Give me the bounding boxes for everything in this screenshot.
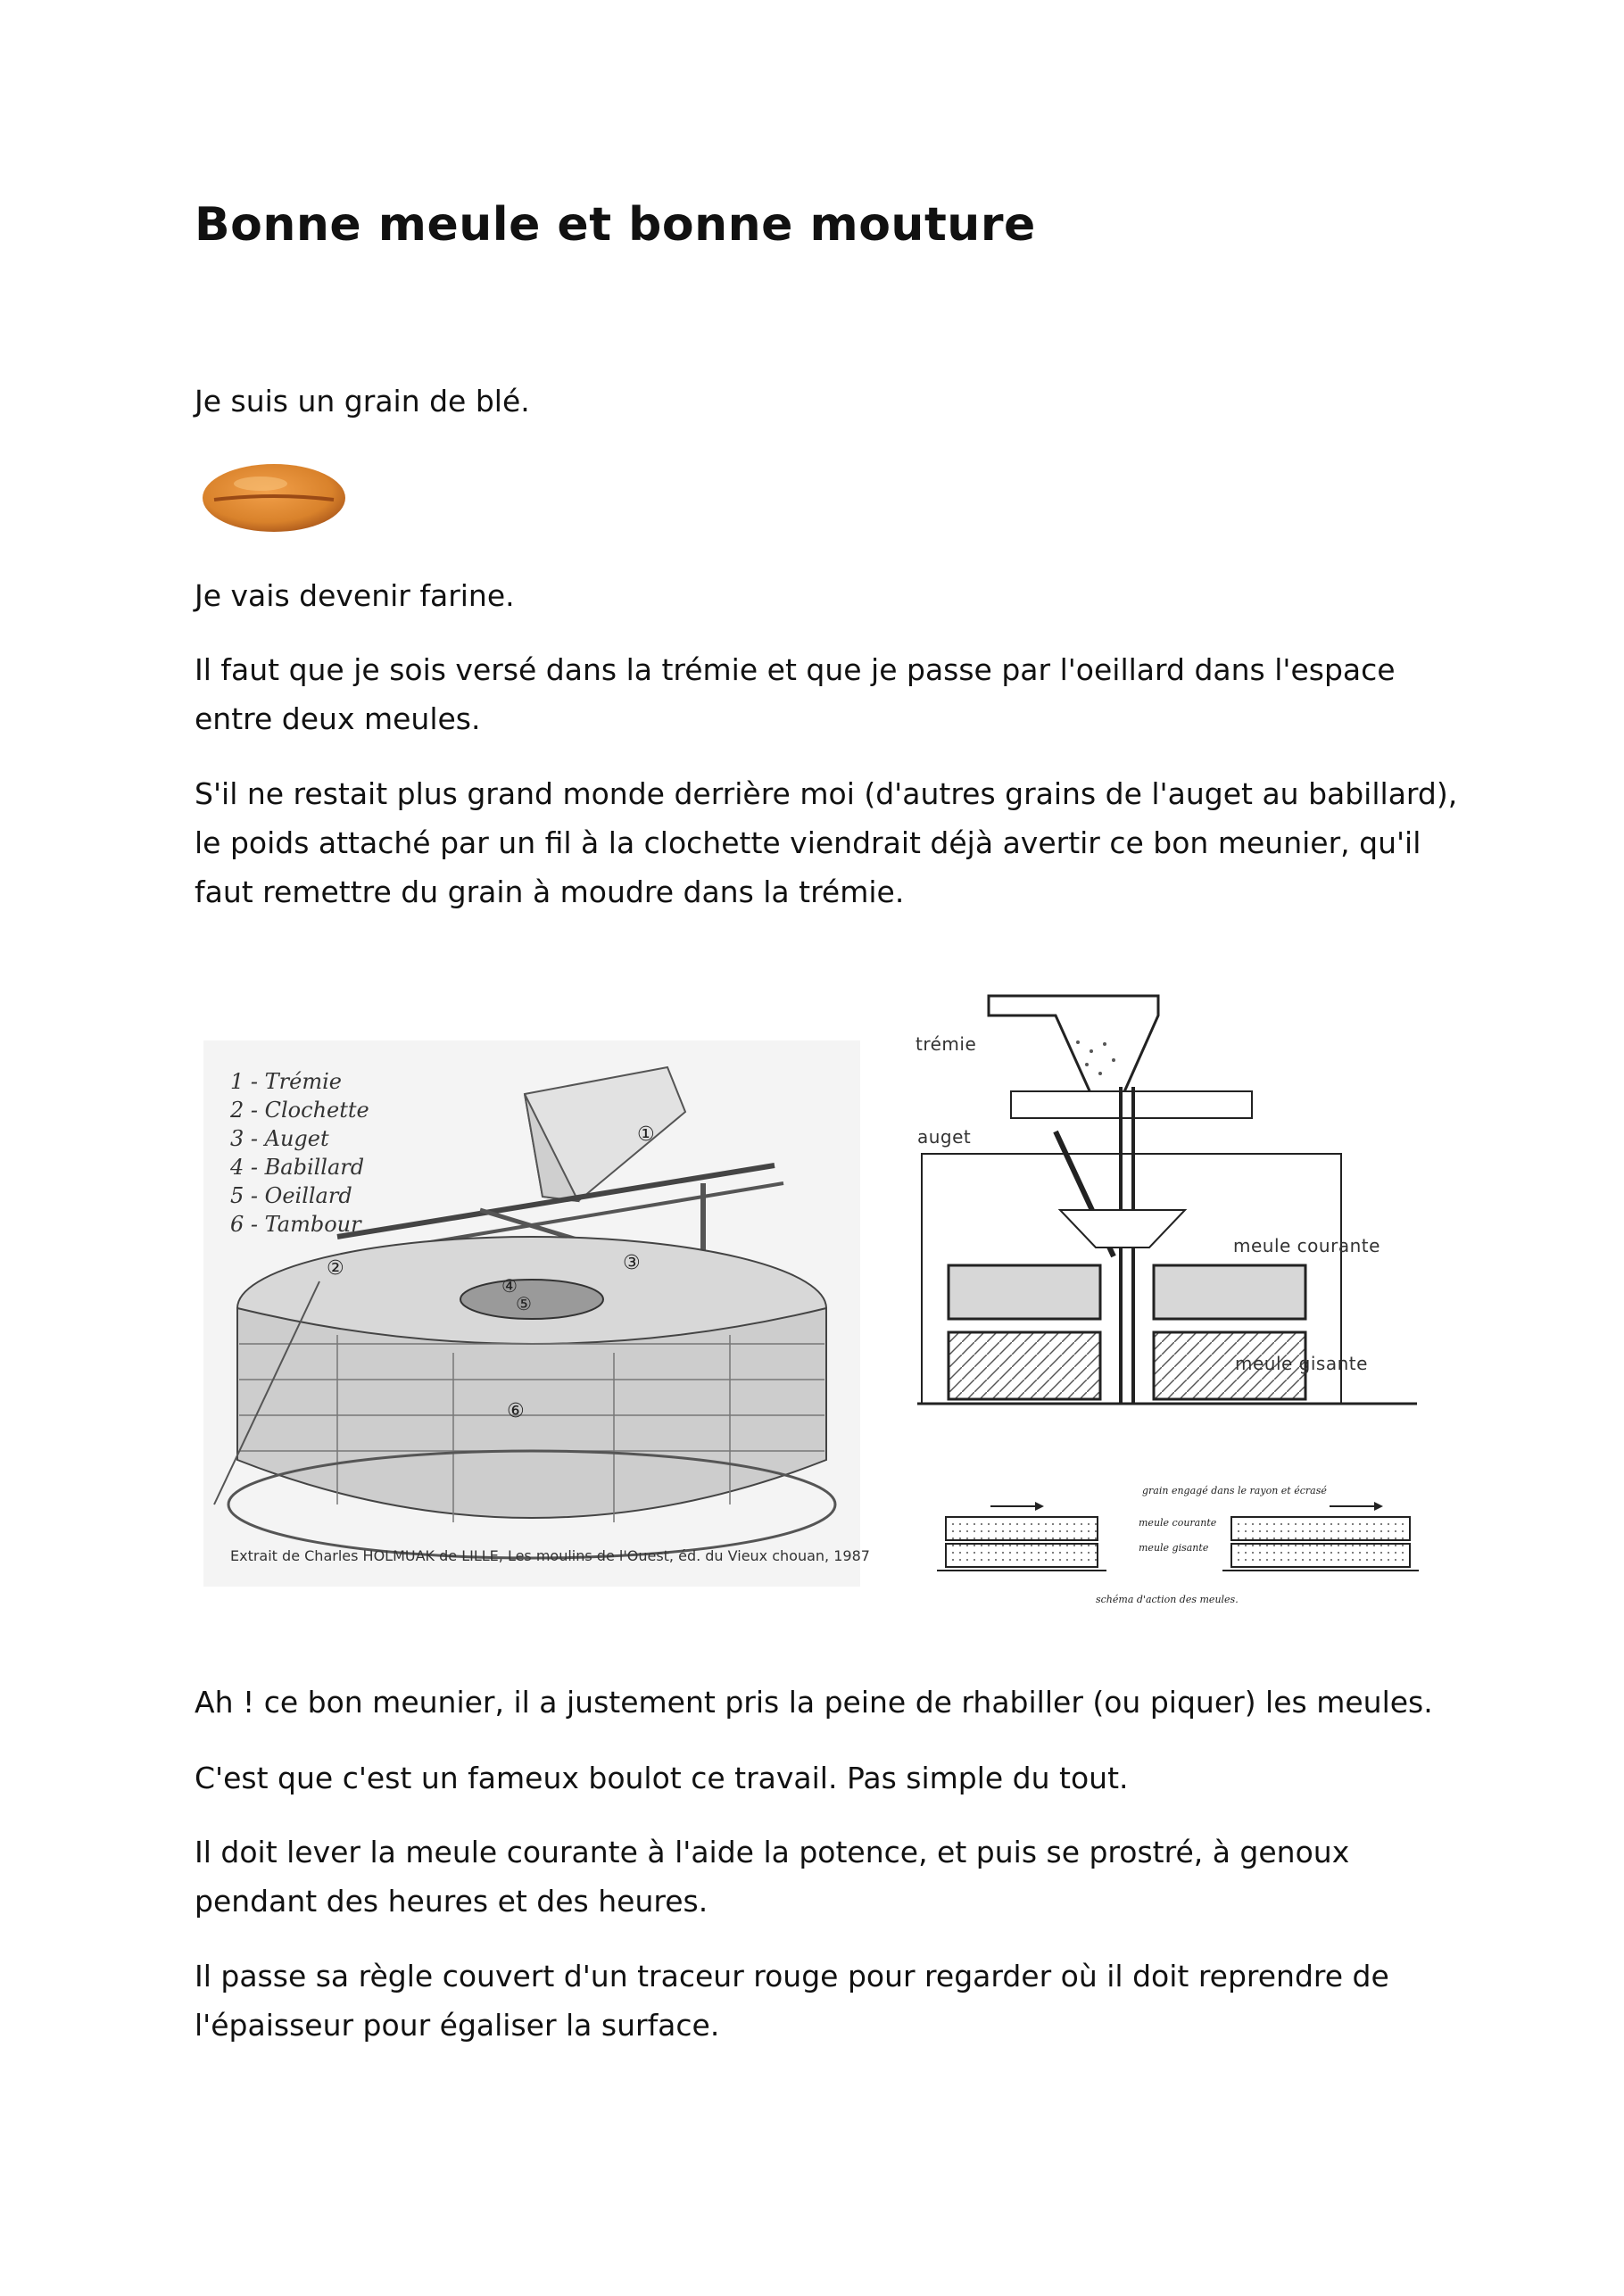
mill-caption: Extrait de Charles HOLMUAK de LILLE, Les moulins de l'Ouest, éd. du Vieux chouan, 1987 — [230, 1547, 870, 1564]
label-action-courante: meule courante — [1139, 1517, 1217, 1529]
page-title: Bonne meule et bonne mouture — [195, 198, 1036, 252]
action-caption: schéma d'action des meules. — [1096, 1594, 1239, 1605]
paragraph-grain: Je suis un grain de blé. — [195, 384, 530, 419]
marker-3: ③ — [623, 1252, 641, 1274]
legend-item: 2 - Clochette — [230, 1098, 369, 1123]
legend-item: 4 - Babillard — [230, 1155, 365, 1180]
legend-item: 3 - Auget — [230, 1126, 329, 1151]
marker-5: ⑤ — [516, 1293, 532, 1314]
label-tremie: trémie — [916, 1033, 977, 1055]
paragraph-rhabiller: Ah ! ce bon meunier, il a justement pris la peine de rhabiller (ou piquer) les meules. — [195, 1685, 1433, 1720]
legend-item: 5 - Oeillard — [230, 1183, 352, 1208]
marker-1: ① — [637, 1123, 655, 1146]
marker-6: ⑥ — [507, 1400, 525, 1422]
marker-2: ② — [327, 1257, 344, 1280]
marker-4: ④ — [501, 1275, 518, 1297]
label-auget: auget — [917, 1126, 972, 1148]
label-action-gisante: meule gisante — [1139, 1542, 1209, 1554]
wheat-grain-image — [198, 457, 350, 539]
label-meule-gisante: meule gisante — [1235, 1353, 1368, 1374]
paragraph-farine: Je vais devenir farine. — [195, 578, 515, 613]
paragraph-meunier: S'il ne restait plus grand monde derrière moi (d'autres grains de l'auget au babillard), le poids attaché par un fil à la clochette viendrait déjà avertir ce bon meunier, qu'il faut remettre du grain à moudre dans la trémie. — [195, 776, 1458, 909]
paragraph-potence: Il doit lever la meule courante à l'aide la potence, et puis se prostré, à genoux pendant des heures et des heures. — [195, 1835, 1350, 1919]
label-grain-engage: grain engagé dans le rayon et écrasé — [1142, 1485, 1327, 1496]
legend-item: 6 - Tambour — [230, 1212, 361, 1237]
legend-item: 1 - Trémie — [230, 1069, 342, 1094]
paragraph-tremie: Il faut que je sois versé dans la trémie et que je passe par l'oeillard dans l'espace entre deux meules. — [195, 652, 1396, 736]
paragraph-regle: Il passe sa règle couvert d'un traceur rouge pour regarder où il doit reprendre de l'épaisseur pour égaliser la surface. — [195, 1959, 1389, 2043]
millstone-schema — [899, 980, 1435, 1417]
paragraph-boulot: C'est que c'est un fameux boulot ce travail. Pas simple du tout. — [195, 1761, 1129, 1795]
label-meule-courante: meule courante — [1233, 1235, 1380, 1256]
mill-legend — [230, 1067, 369, 1239]
